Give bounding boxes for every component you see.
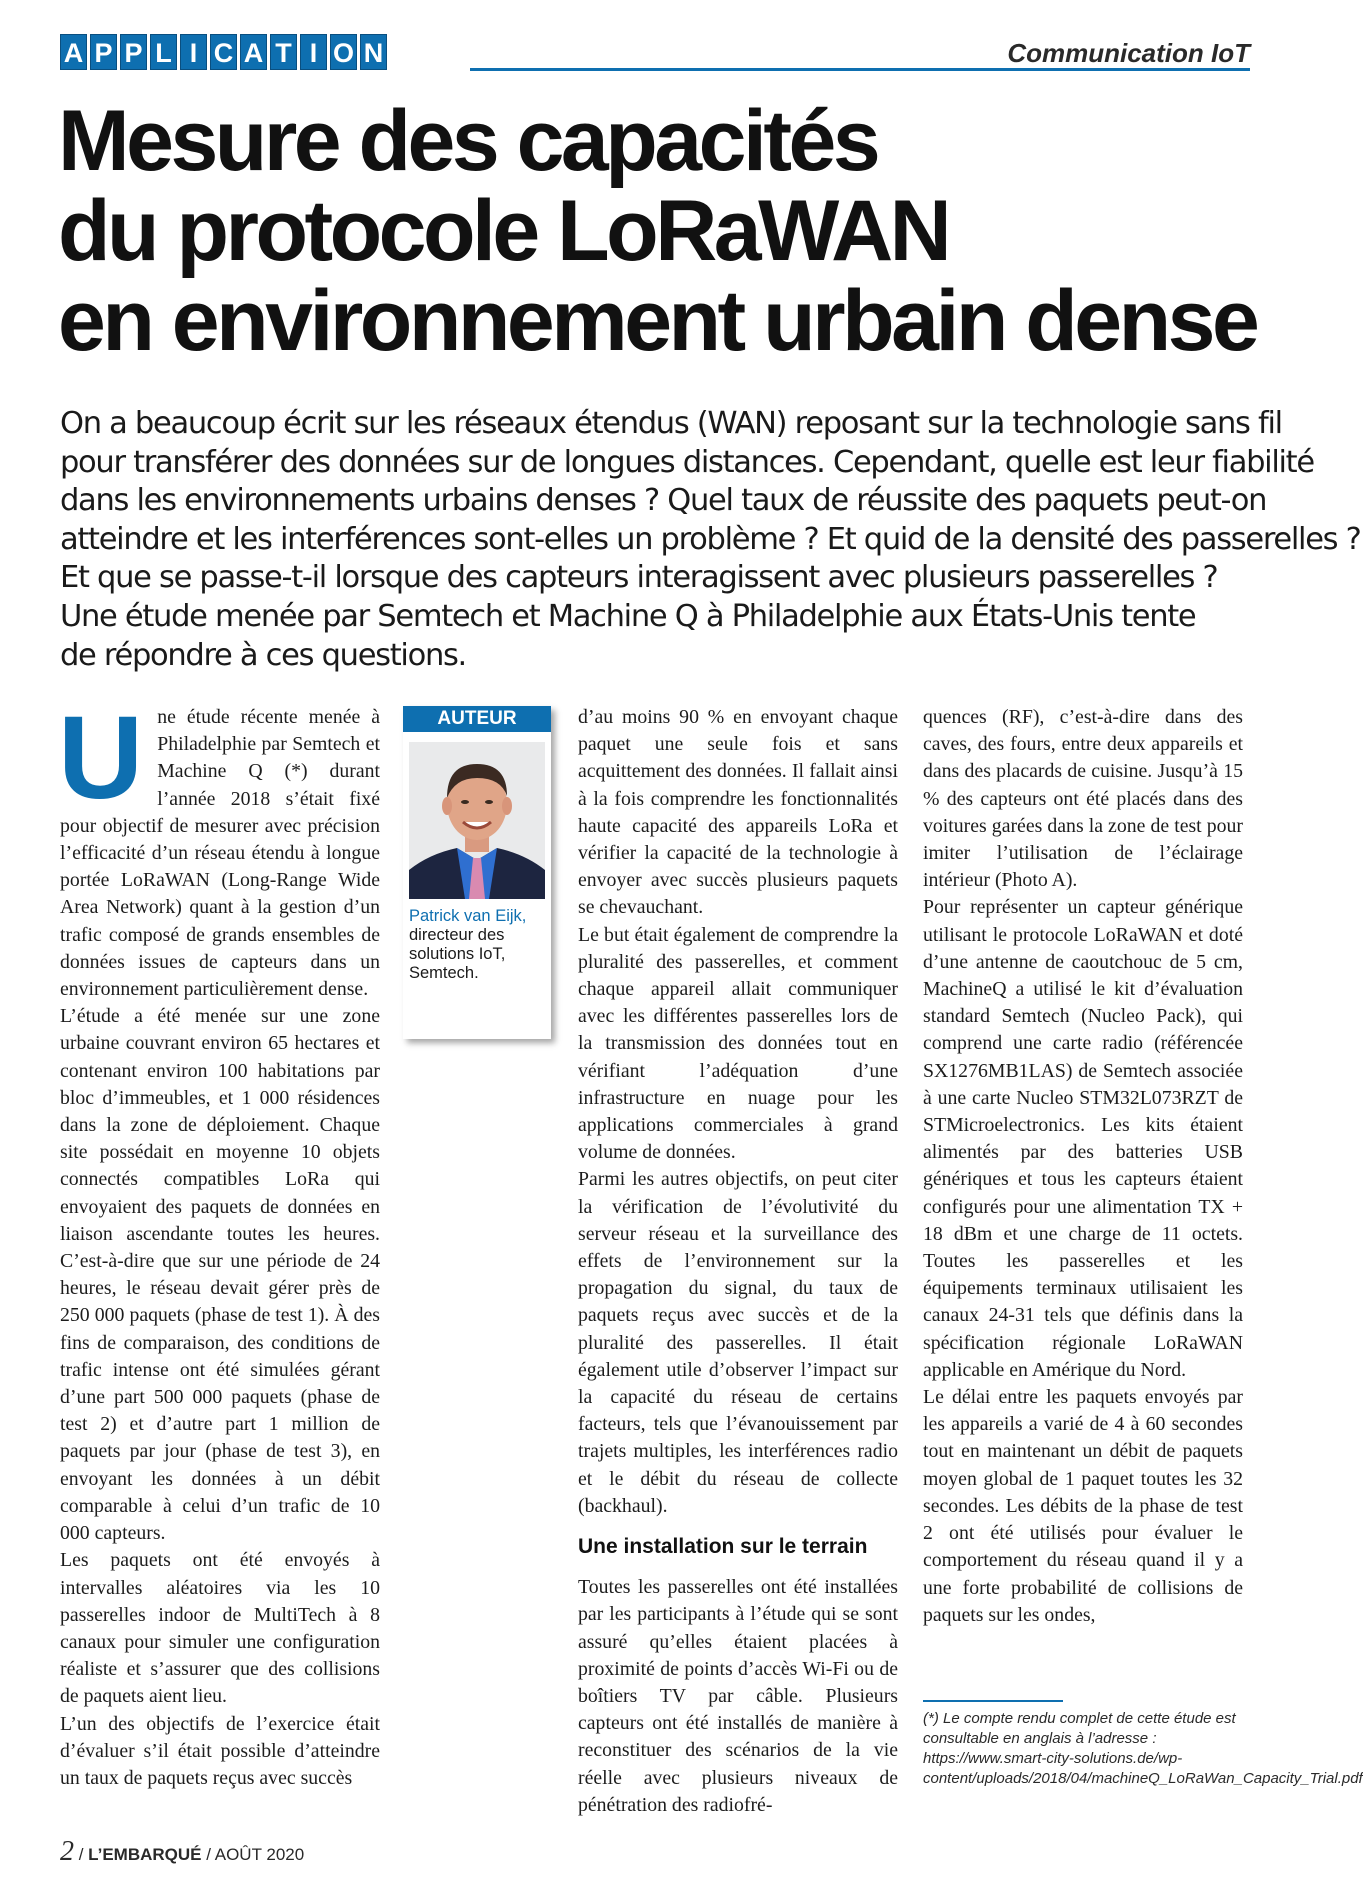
- body-paragraph: L’un des objectifs de l’exercice était d’évaluer s’il était possible d’atteindre un taux de paquets reçus avec succès: [60, 1712, 380, 1789]
- section-tag-letter: P: [90, 34, 117, 70]
- folio-separator: /: [74, 1845, 89, 1864]
- section-subheading: Une installation sur le terrain: [578, 1535, 868, 1559]
- body-paragraph: Pour représenter un capteur générique utilisant le protocole LoRaWAN et doté d’une antenne de caoutchouc de 5 cm, MachineQ a utilisé le kit d’évaluation standard Semtech (Nucleo Pack), qui comprend une carte radio (référencée SX1276MB1LAS) de Semtech associée à une carte Nucleo STM32L073RZT de STMicroelectronics. Les kits étaient alimentés par des batteries USB génériques et tous les capteurs étaient configurés pour une alimentation TX + 18 dBm et une charge de 11 octets. Toutes les passerelles et les équipements terminaux utilisaient les canaux 24-31 tels que définis dans la spécification régionale LoRaWAN applicable en Amérique du Nord.: [923, 896, 1243, 1381]
- footnote: (*) Le compte rendu complet de cette étude est consultable en anglais à l’adresse : https://www.smart-city-solutions.de/wp-content/uploads/2018/04/machineQ_LoRaWan_Capacity_Trial.pdf: [923, 1710, 1363, 1787]
- section-tag-letter: N: [360, 34, 387, 70]
- body-paragraph: Le délai entre les paquets envoyés par les appareils a varié de 4 à 60 secondes tout en maintenant un débit de paquets moyen global de 1 paquet toutes les 32 secondes. Les débits de la phase de test 2 ont été utilisés pour évaluer le comportement du réseau quand il y a une forte probabilité de collisions de paquets sur les ondes,: [923, 1386, 1243, 1626]
- section-tag-letter: A: [240, 34, 267, 70]
- section-tag-letter: C: [210, 34, 237, 70]
- author-label: AUTEUR: [403, 706, 551, 732]
- author-caption: [409, 907, 551, 983]
- section-tag-letter: O: [330, 34, 357, 70]
- rubric: Communication IoT: [1007, 38, 1250, 68]
- page-folio: [60, 1836, 304, 1868]
- author-role: directeur des solutions IoT, Semtech.: [409, 926, 506, 982]
- issue-date: / AOÛT 2020: [201, 1845, 305, 1864]
- body-paragraph: Les paquets ont été envoyés à intervalles aléatoires via les 10 passerelles indoor de MultiTech à 8 canaux pour simuler une configuration réaliste et s’assurer que des collisions de paquets aient lieu.: [60, 1549, 380, 1708]
- body-paragraph: [58, 692, 380, 1003]
- lead-line: de répondre à ces questions.: [60, 637, 466, 673]
- lead-line: pour transférer des données sur de longues distances. Cependant, quelle est leur fiabilité: [60, 444, 1314, 480]
- section-tag: [60, 34, 387, 70]
- lead-line: Et que se passe-t-il lorsque des capteurs interagissent avec plusieurs passerelles ?: [60, 560, 1218, 596]
- column-3: [578, 704, 898, 1819]
- drop-cap: U: [58, 692, 144, 824]
- title-line: en environnement urbain dense: [58, 273, 1257, 369]
- magazine-name: L’EMBARQUÉ: [88, 1845, 202, 1864]
- section-tag-letter: L: [150, 34, 177, 70]
- paragraph-text: ne étude récente menée à Philadelphie par Semtech et Machine Q (*) durant l’année 2018 s’était fixé pour objectif de mesurer avec précision l’efficacité d’un réseau étendu à longue portée LoRaWAN (Long-Range Wide Area Network) quant à la gestion d’un trafic composé de grands ensembles de données issues de capteurs dans un environnement particulièrement dense.: [60, 706, 380, 1001]
- lead-line: dans les environnements urbains denses ? Quel taux de réussite des paquets peut-on: [60, 483, 1267, 519]
- body-paragraph: L’étude a été menée sur une zone urbaine couvrant environ 65 hectares et contenant environ 100 habitations par bloc d’immeubles, et 1 000 résidences dans la zone de déploiement. Chaque site possédait en moyenne 10 objets connectés compatibles LoRa qui envoyaient des paquets de données en liaison ascendante toutes les heures. C’est-à-dire que sur une période de 24 heures, le réseau devait gérer près de 250 000 paquets (phase de test 1). À des fins de comparaison, des conditions de trafic intense ont été simulées gérant d’une part 500 000 paquets (phase de test 2) et d’autre part 1 million de paquets par jour (phase de test 3), en envoyant les données à un débit comparable à celui d’un trafic de 10 000 capteurs.: [60, 1005, 380, 1545]
- article-lead: [60, 405, 1361, 675]
- section-tag-letter: A: [60, 34, 87, 70]
- section-tag-letter: T: [270, 34, 297, 70]
- body-paragraph: Le but était également de comprendre la pluralité des passerelles, et comment chaque appareil allait communiquer avec les différentes passerelles lors de la transmission des données tout en vérifiant l’adéquation d’une infrastructure en nuage pour les applications commerciales à grand volume de données.: [578, 923, 898, 1164]
- title-line: Mesure des capacités: [58, 93, 878, 189]
- author-photo: [409, 742, 545, 899]
- column-4: [923, 704, 1243, 1629]
- author-box: [403, 706, 551, 1039]
- body-paragraph: Parmi les autres objectifs, on peut citer la vérification de l’évolutivité du serveur réseau et la surveillance des effets de l’environnement sur la propagation du signal, du taux de paquets reçus avec succès et de la pluralité des passerelles. Il était également utile d’observer l’impact sur la capacité du réseau de certains facteurs, tels que l’évanouissement par trajets multiples, les interférences radio et le débit du réseau de collecte (backhaul).: [578, 1168, 898, 1517]
- title-line: du protocole LoRaWAN: [58, 183, 949, 279]
- body-paragraph: d’au moins 90 % en envoyant chaque paquet une seule fois et sans acquittement des données. Il fallait ainsi à la fois comprendre les fonctionnalités haute capacité des appareils LoRa et vérifier la capacité de la technologie à envoyer avec succès plusieurs paquets se chevauchant.: [578, 706, 898, 919]
- section-tag-letter: I: [300, 34, 327, 70]
- column-1: [58, 692, 380, 1792]
- lead-line: Une étude menée par Semtech et Machine Q à Philadelphie aux États-Unis tente: [60, 598, 1196, 634]
- lead-line: atteindre et les interférences sont-elles un problème ? Et quid de la densité des passerelles ?: [60, 521, 1361, 557]
- author-name: Patrick van Eijk,: [409, 907, 527, 925]
- lead-line: On a beaucoup écrit sur les réseaux étendus (WAN) reposant sur la technologie sans fil: [60, 406, 1282, 441]
- footnote-rule: [923, 1700, 1063, 1702]
- article-title: [58, 93, 1258, 369]
- page-number: 2: [60, 1836, 74, 1867]
- author-portrait-image: [409, 742, 545, 899]
- section-tag-letter: P: [120, 34, 147, 70]
- body-paragraph: Toutes les passerelles ont été installées par les participants à l’étude qui se sont assuré qu’elles étaient placées à proximité de points d’accès Wi-Fi ou de boîtiers TV par câble. Plusieurs capteurs ont été installés de manière à reconstituer des scénarios de la vie réelle avec plusieurs niveaux de pénétration des radiofré-: [578, 1576, 898, 1816]
- section-tag-letter: I: [180, 34, 207, 70]
- body-paragraph: quences (RF), c’est-à-dire dans des caves, des fours, entre deux appareils et dans des placards de cuisine. Jusqu’à 15 % des capteurs ont été placés dans des voitures garées dans la zone de test pour imiter l’utilisation de l’éclairage intérieur (Photo A).: [923, 706, 1243, 892]
